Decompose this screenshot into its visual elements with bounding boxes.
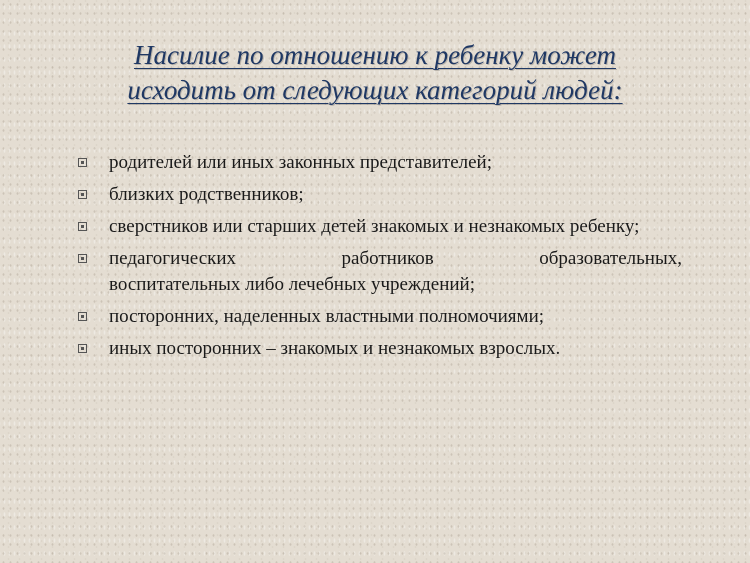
title-line-1: Насилие по отношению к ребенку может [134,40,616,70]
square-bullet-icon [78,312,87,321]
list-item-word: педагогических [109,248,237,269]
slide-title [60,38,690,108]
list-item-text: посторонних, наделенных властными полномочиями; [109,306,545,327]
square-bullet-icon [78,254,87,263]
list-item-word: образовательных, [539,248,682,269]
bullet-list [78,150,682,368]
list-item-text: близких родственников; [109,184,304,205]
list-item-text: сверстников или старших детей знакомых и незнакомых ребенку; [109,216,640,237]
list-item-text: родителей или иных законных представителей; [109,152,492,173]
list-item [78,150,682,176]
square-bullet-icon [78,190,87,199]
square-bullet-icon [78,344,87,353]
square-bullet-icon [78,158,87,167]
square-bullet-icon [78,222,87,231]
title-line-2: исходить от следующих категорий людей: [127,75,623,105]
list-item [78,336,682,362]
list-item [78,214,682,240]
list-item-text: иных посторонних – знакомых и незнакомых взрослых. [109,338,561,359]
list-item-text: воспитательных либо лечебных учреждений; [109,274,475,295]
list-item [78,246,682,298]
list-item [78,304,682,330]
list-item-line [109,246,682,272]
list-item [78,182,682,208]
list-item-word: работников [341,248,434,269]
